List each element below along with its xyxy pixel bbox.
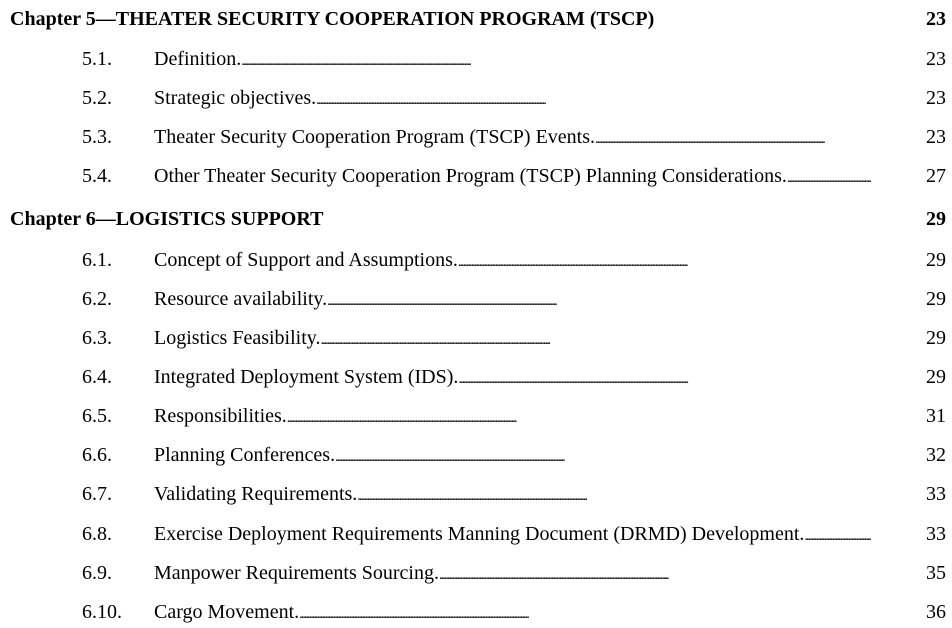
section-title: Planning Conferences. — [154, 444, 336, 466]
section-title-leader — [154, 323, 871, 353]
chapter-title: Chapter 5—THEATER SECURITY COOPERATION PROGRAM (TSCP) — [10, 8, 655, 30]
section-page-number: 23 — [926, 126, 946, 148]
section-number: 6.2. — [82, 288, 112, 310]
section-page-number: 29 — [926, 366, 946, 388]
chapter-page-number: 29 — [926, 208, 946, 230]
section-number: 5.3. — [82, 126, 112, 148]
section-title-leader — [154, 597, 871, 627]
section-page-number: 23 — [926, 48, 946, 70]
section-title-leader — [154, 44, 871, 74]
toc-chapter-5[interactable] — [0, 4, 952, 34]
section-title: Other Theater Security Cooperation Program (TSCP) Planning Considerations. — [154, 165, 787, 187]
toc-section-6-8[interactable] — [0, 519, 952, 549]
toc-chapter-6[interactable] — [0, 204, 952, 234]
section-page-number: 31 — [926, 405, 946, 427]
section-title: Validating Requirements. — [154, 483, 358, 505]
section-page-number: 36 — [926, 601, 946, 623]
chapter-page-number: 23 — [926, 8, 946, 30]
section-page-number: 29 — [926, 327, 946, 349]
section-number: 6.6. — [82, 444, 112, 466]
toc-section-6-3[interactable] — [0, 323, 952, 353]
section-number: 5.1. — [82, 48, 112, 70]
section-title: Logistics Feasibility. — [154, 327, 321, 349]
toc-section-6-4[interactable] — [0, 362, 952, 392]
toc-section-6-2[interactable] — [0, 284, 952, 314]
toc-section-6-10[interactable] — [0, 597, 952, 627]
section-number: 6.3. — [82, 327, 112, 349]
section-number: 6.9. — [82, 562, 112, 584]
toc-section-6-6[interactable] — [0, 440, 952, 470]
chapter-title: Chapter 6—LOGISTICS SUPPORT — [10, 208, 324, 230]
toc-section-6-9[interactable] — [0, 558, 952, 588]
toc-section-5-3[interactable] — [0, 122, 952, 152]
section-title: Theater Security Cooperation Program (TSCP) Events. — [154, 126, 596, 148]
section-title-leader — [154, 362, 871, 392]
section-title-leader — [154, 440, 871, 470]
section-title-leader — [154, 401, 871, 431]
section-page-number: 29 — [926, 249, 946, 271]
section-title-leader — [154, 245, 871, 275]
section-title-leader — [154, 558, 871, 588]
section-number: 6.4. — [82, 366, 112, 388]
section-number: 6.1. — [82, 249, 112, 271]
section-number: 5.4. — [82, 165, 112, 187]
section-number: 6.10. — [82, 601, 122, 623]
toc-section-5-2[interactable] — [0, 83, 952, 113]
section-title: Resource availability. — [154, 288, 328, 310]
section-title: Responsibilities. — [154, 405, 287, 427]
section-page-number: 27 — [926, 165, 946, 187]
section-page-number: 33 — [926, 483, 946, 505]
section-page-number: 29 — [926, 288, 946, 310]
toc-section-5-1[interactable] — [0, 44, 952, 74]
section-title-leader — [154, 479, 871, 509]
section-number: 6.7. — [82, 483, 112, 505]
toc-section-5-4[interactable] — [0, 161, 952, 191]
section-title: Integrated Deployment System (IDS). — [154, 366, 459, 388]
section-title-leader — [154, 122, 871, 152]
section-title-leader — [154, 161, 871, 191]
section-number: 6.8. — [82, 523, 112, 545]
section-title: Cargo Movement. — [154, 601, 300, 623]
section-page-number: 33 — [926, 523, 946, 545]
section-number: 6.5. — [82, 405, 112, 427]
section-title-leader — [154, 519, 871, 549]
toc-section-6-5[interactable] — [0, 401, 952, 431]
section-title: Definition. — [154, 48, 242, 70]
section-title: Exercise Deployment Requirements Manning Document (DRMD) Development. — [154, 523, 805, 545]
section-page-number: 35 — [926, 562, 946, 584]
section-title-leader — [154, 83, 871, 113]
section-title: Manpower Requirements Sourcing. — [154, 562, 439, 584]
section-number: 5.2. — [82, 87, 112, 109]
section-title: Concept of Support and Assumptions. — [154, 249, 458, 271]
section-page-number: 32 — [926, 444, 946, 466]
toc-section-6-7[interactable] — [0, 479, 952, 509]
toc-section-6-1[interactable] — [0, 245, 952, 275]
section-title-leader — [154, 284, 871, 314]
section-title: Strategic objectives. — [154, 87, 317, 109]
section-page-number: 23 — [926, 87, 946, 109]
